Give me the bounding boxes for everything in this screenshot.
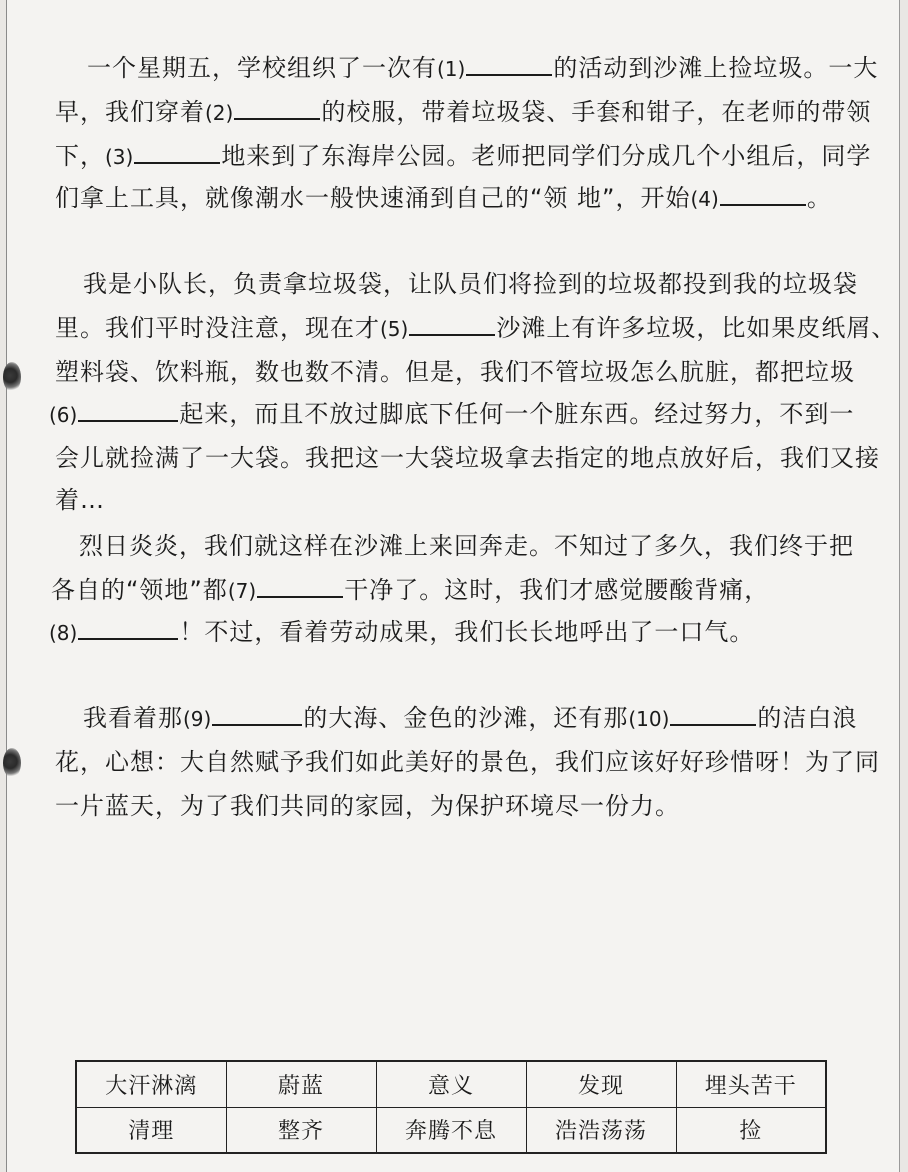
blank-number: (4)	[690, 187, 719, 211]
text-line: 早，我们穿着(2) 的校服，带着垃圾袋、手套和钳子，在老师的带领	[55, 98, 872, 126]
blank-number: (3)	[105, 145, 134, 169]
text-line: 塑料袋、饮料瓶，数也数不清。但是，我们不管垃圾怎么肮脏，都把垃圾	[55, 358, 855, 386]
text-line: 烈日炎炎，我们就这样在沙滩上来回奔走。不知过了多久，我们终于把	[79, 532, 854, 560]
blank-number: (8)	[49, 621, 78, 645]
blank-number: (7)	[227, 579, 257, 603]
answer-blank[interactable]	[720, 184, 806, 206]
worksheet-page	[6, 0, 900, 1172]
table-row	[76, 1107, 826, 1153]
blank-number: (9)	[183, 707, 212, 731]
word-cell: 清理	[76, 1107, 226, 1153]
word-cell: 埋头苦干	[676, 1061, 826, 1107]
blank-number: (2)	[205, 101, 234, 125]
text-line: 我是小队长，负责拿垃圾袋，让队员们将捡到的垃圾都投到我的垃圾袋	[83, 270, 858, 298]
text-line: 下，(3) 地来到了东海岸公园。老师把同学们分成几个小组后，同学	[55, 142, 872, 170]
text-line: (6) 起来，而且不放过脚底下任何一个脏东西。经过努力，不到一	[49, 400, 855, 428]
word-cell: 发现	[526, 1061, 676, 1107]
text-line: 们拿上工具，就像潮水一般快速涌到自己的“领 地”，开始(4) 。	[55, 184, 832, 212]
word-cell: 奔腾不息	[376, 1107, 526, 1153]
text-line: 着…	[55, 486, 105, 514]
text-line: 我看着那(9) 的大海、金色的沙滩，还有那(10) 的洁白浪	[83, 704, 858, 732]
text-line: 一个星期五，学校组织了一次有(1) 的活动到沙滩上捡垃圾。一大	[87, 54, 879, 82]
word-cell: 大汗淋漓	[76, 1061, 226, 1107]
blank-number: (6)	[49, 403, 78, 427]
answer-blank[interactable]	[134, 142, 220, 164]
binder-hole	[3, 362, 21, 392]
answer-blank[interactable]	[670, 704, 756, 726]
text-line: (8) ！不过，看着劳动成果，我们长长地呼出了一口气。	[49, 618, 755, 646]
blank-number: (10)	[628, 707, 670, 731]
text-line: 会儿就捡满了一大袋。我把这一大袋垃圾拿去指定的地点放好后，我们又接	[55, 444, 880, 472]
table-row	[76, 1061, 826, 1107]
word-cell: 整齐	[226, 1107, 376, 1153]
answer-blank[interactable]	[78, 400, 178, 422]
word-cell: 意义	[376, 1061, 526, 1107]
answer-blank[interactable]	[212, 704, 302, 726]
word-bank-table	[75, 1060, 827, 1154]
blank-number: (5)	[380, 317, 409, 341]
answer-blank[interactable]	[234, 98, 320, 120]
word-cell: 蔚蓝	[226, 1061, 376, 1107]
word-cell: 捡	[676, 1107, 826, 1153]
text-line: 花，心想：大自然赋予我们如此美好的景色，我们应该好好珍惜呀！为了同	[55, 748, 880, 776]
text-line: 一片蓝天，为了我们共同的家园，为保护环境尽一份力。	[55, 792, 680, 820]
text-line: 各自的“领地”都(7) 干净了。这时，我们才感觉腰酸背痛，	[51, 576, 770, 604]
answer-blank[interactable]	[466, 54, 552, 76]
text-line: 里。我们平时没注意，现在才(5) 沙滩上有许多垃圾，比如果皮纸屑、	[55, 314, 897, 342]
answer-blank[interactable]	[78, 618, 178, 640]
word-cell: 浩浩荡荡	[526, 1107, 676, 1153]
answer-blank[interactable]	[409, 314, 495, 336]
binder-hole	[3, 748, 21, 778]
answer-blank[interactable]	[257, 576, 343, 598]
blank-number: (1)	[437, 57, 466, 81]
